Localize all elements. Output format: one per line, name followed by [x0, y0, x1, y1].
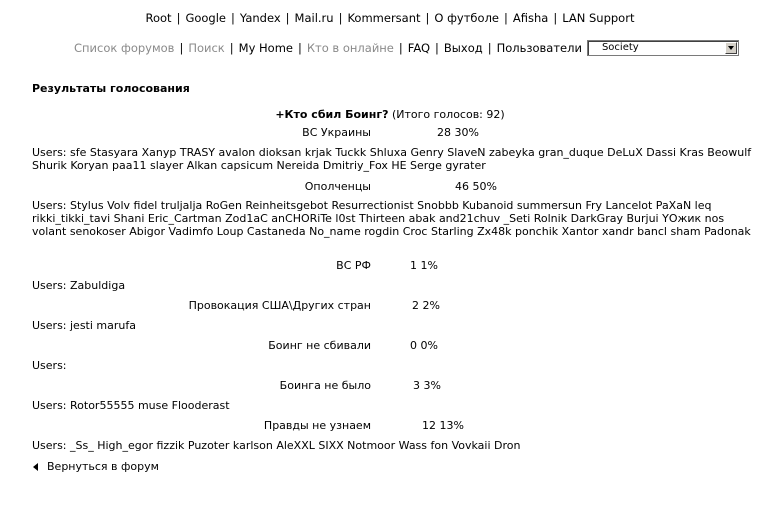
poll-question-text: +Кто сбил Боинг?: [275, 108, 389, 121]
poll-option-row: [0, 299, 780, 313]
forum-select[interactable]: [587, 40, 739, 56]
poll-option-count: 28: [437, 126, 451, 139]
poll-option-percent: 0%: [420, 339, 438, 352]
poll-option-voters: Users:: [32, 359, 67, 372]
results-title: Результаты голосования: [32, 82, 190, 95]
poll-option-voters: Users: Zabuldiga: [32, 279, 126, 292]
poll-option-result: [412, 299, 440, 312]
poll-option-row: [0, 419, 780, 433]
poll-option-count: 0: [410, 339, 417, 352]
poll-option-label: Боинга не было: [279, 379, 371, 392]
nav-search[interactable]: Поиск: [188, 41, 225, 55]
nav-my-home[interactable]: My Home: [238, 41, 293, 55]
poll-option-percent: 2%: [422, 299, 440, 312]
poll-option-count: 2: [412, 299, 419, 312]
nav-forum-list[interactable]: Список форумов: [74, 41, 175, 55]
nav-users[interactable]: Пользователи: [496, 41, 582, 55]
poll-option-count: 12: [422, 419, 436, 432]
poll-option-count: 46: [455, 180, 469, 193]
poll-option-label: Правды не узнаем: [263, 419, 371, 432]
poll-option-row: [0, 379, 780, 393]
poll-option-percent: 13%: [439, 419, 464, 432]
poll-option-voters: Users: _Ss_ High_egor fizzik Puzoter karlson AleXXL SIXX Notmoor Wass fon Vovkaii Dron: [32, 439, 521, 452]
forum-select-value: Society: [601, 42, 639, 53]
nav-who-online[interactable]: Кто в онлайне: [306, 41, 394, 55]
poll-option-label: Ополченцы: [304, 180, 371, 193]
poll-option-label: Боинг не сбивали: [268, 339, 371, 352]
poll-option-label: ВС РФ: [336, 259, 371, 272]
poll-option-voters: Users: Stylus Volv fidel truljalja RoGen Reinheitsgebot Resurrectionist Snobbb Kubanoid summersun Fry Lancelot PaXaN leq rikki_tikki_tavi Shani Eric_Cartman Zod1aC anCHORiTe l0st Thirteen abak and21chuv _Seti Rolnik DarkGray Burjui YОжик nos volant senokoser Abigor Vadimfo Loup Castaneda No_name rogdin Croc Starling Zx48k ponchik Xantor xandr bancl sham Padonak: [32, 199, 751, 238]
poll-option-label: ВС Украины: [302, 126, 371, 139]
top-link-yandex[interactable]: Yandex: [239, 11, 281, 25]
poll-option-result: [410, 259, 438, 272]
poll-option-percent: 50%: [472, 180, 497, 193]
poll-option-percent: 30%: [454, 126, 479, 139]
nav-logout[interactable]: Выход: [443, 41, 483, 55]
forum-nav-bar: Список форумов | Поиск | My Home | Кто в онлайне | FAQ | Выход | Пользователи Society: [74, 40, 739, 56]
top-link-lan-support[interactable]: LAN Support: [562, 11, 635, 25]
poll-option-voters: Users: jesti marufa: [32, 319, 136, 332]
poll-option-label: Провокация США\Других стран: [188, 299, 371, 312]
poll-option-voters: Users: sfe Stasyara Xanyp TRASY avalon dioksan krjak Tuckk Shluxa Genry SlaveN zabeyka gran_duque DeLuX Dassi Kras Beowulf Shurik Koryan paa11 slayer Alkan capsicum Nereida Dmitriy_Fox HE Serge gyrater: [32, 146, 752, 172]
top-links-bar: Root | Google | Yandex | Mail.ru | Kommersant | О футболе | Afisha | LAN Support: [145, 11, 635, 25]
poll-option-row: [0, 259, 780, 273]
top-link-root[interactable]: Root: [145, 11, 172, 25]
poll-option-row: [0, 180, 780, 194]
poll-option-result: [422, 419, 464, 432]
poll-option-voters: Users: Rotor55555 muse Flooderast: [32, 399, 230, 412]
back-to-forum-link[interactable]: [33, 460, 159, 473]
poll-option-row: [0, 339, 780, 353]
chevron-down-icon[interactable]: [725, 42, 737, 54]
triangle-left-icon: [33, 463, 38, 471]
poll-question: [0, 108, 780, 121]
poll-option-result: [410, 339, 438, 352]
poll-total-votes: (Итого голосов: 92): [391, 108, 505, 121]
poll-option-result: [413, 379, 441, 392]
top-link-mailru[interactable]: Mail.ru: [294, 11, 334, 25]
poll-option-percent: 1%: [420, 259, 438, 272]
poll-option-row: [0, 126, 780, 140]
top-link-google[interactable]: Google: [185, 11, 227, 25]
top-link-afisha[interactable]: Afisha: [512, 11, 549, 25]
nav-faq[interactable]: FAQ: [407, 41, 431, 55]
poll-option-percent: 3%: [423, 379, 441, 392]
poll-option-count: 3: [413, 379, 420, 392]
top-link-kommersant[interactable]: Kommersant: [347, 11, 421, 25]
poll-option-result: [455, 180, 497, 193]
poll-option-count: 1: [410, 259, 417, 272]
top-link-football[interactable]: О футболе: [434, 11, 499, 25]
poll-option-result: [437, 126, 479, 139]
back-to-forum-label[interactable]: Вернуться в форум: [47, 460, 159, 473]
